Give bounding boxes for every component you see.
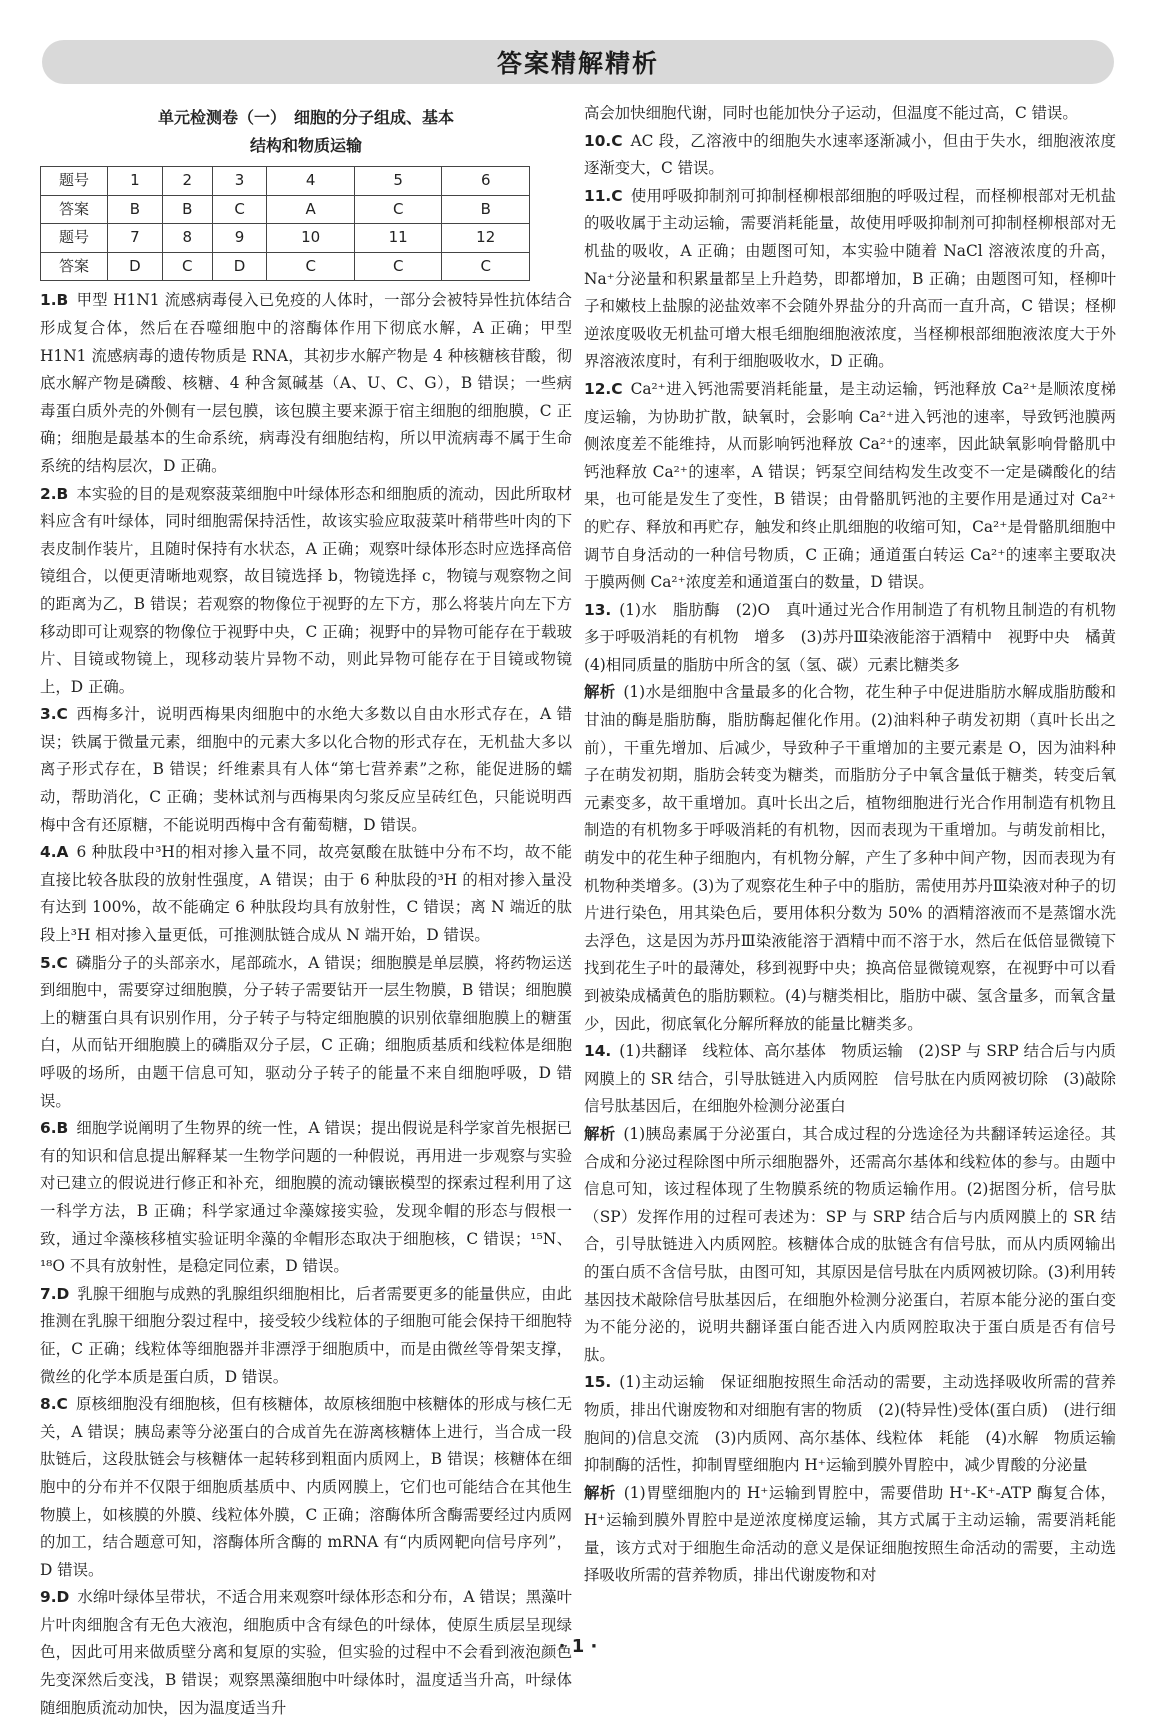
answer-text: 原核细胞没有细胞核，但有核糖体，故原核细胞中核糖体的形成与核仁无关，A 错误；胰岛素等分泌蛋白的合成首先在游离核糖体上进行，当合成一段肽链后，这段肽链会与核糖体一起转移到粗面内质网上，B 错误；核糖体在细胞中的分布并不仅限于细胞质基质中、内质网膜上，它们也可能结合在其他生物膜上，如核膜的外膜、线粒体外膜，C 正确；溶酶体所含酶需要经过内质网的加工，结合题意可知，溶酶体所含酶的 mRNA 有“内质网靶向信号序列”，D 错误。 [40, 1395, 572, 1579]
answer-number: 解析 [584, 1483, 616, 1502]
table-cell: 答案 [41, 252, 108, 281]
answer-item [584, 376, 1116, 597]
page-number: · 1 · [558, 1636, 598, 1657]
answer-item [584, 679, 1116, 1038]
table-cell: 12 [442, 224, 530, 253]
right-answer-list [584, 100, 1132, 1590]
table-row [41, 224, 530, 253]
answer-item [40, 287, 572, 480]
table-row [41, 167, 530, 196]
answer-number: 1.B [40, 291, 69, 310]
answer-item [40, 481, 572, 702]
answer-text: (1)共翻译 线粒体、高尔基体 物质运输 (2)SP 与 SRP 结合后与内质网膜上的 SR 结合，引导肽链进入内质网腔 信号肽在内质网被切除 (3)敲除信号肽基因后，在细胞外检测分泌蛋白 [584, 1042, 1116, 1116]
answer-number: 解析 [584, 683, 616, 702]
header-banner [42, 40, 1114, 84]
table-cell: 1 [108, 167, 163, 196]
section-title-line1: 单元检测卷（一） 细胞的分子组成、基本 [157, 108, 454, 127]
right-column [584, 100, 1132, 1590]
answer-table [40, 166, 530, 281]
table-cell: C [212, 195, 267, 224]
answer-text: 水绵叶绿体呈带状，不适合用来观察叶绿体形态和分布，A 错误；黑藻叶片叶肉细胞含有无色大液泡，细胞质中含有绿色的叶绿体，使原生质层呈现绿色，因此可用来做质壁分离和复原的实验，但实验的过程中不会看到液泡颜色先变深然后变浅，B 错误；观察黑藻细胞中叶绿体时，温度适当升高，叶绿体随细胞质流动加快，因为温度适当升 [40, 1588, 572, 1717]
table-cell: 题号 [41, 224, 108, 253]
table-cell: 4 [267, 167, 355, 196]
table-cell: D [212, 252, 267, 281]
table-cell: 6 [442, 167, 530, 196]
table-cell: 答案 [41, 195, 108, 224]
table-cell: C [354, 195, 442, 224]
answer-number: 6.B [40, 1119, 69, 1138]
answer-item [40, 1115, 572, 1281]
table-cell: 10 [267, 224, 355, 253]
table-cell: B [442, 195, 530, 224]
answer-item [40, 839, 572, 949]
answer-item [584, 1369, 1132, 1479]
left-answer-list [40, 287, 572, 1722]
answer-number: 9.D [40, 1588, 70, 1607]
section-title-line2: 结构和物质运输 [249, 136, 362, 155]
answer-item [584, 183, 1116, 376]
answer-number: 12.C [584, 379, 623, 398]
table-cell: 9 [212, 224, 267, 253]
answer-number: 11.C [584, 186, 623, 205]
banner-title: 答案精解精析 [496, 49, 659, 78]
answer-item [584, 1480, 1116, 1590]
answer-text: 甲型 H1N1 流感病毒侵入已免疫的人体时，一部分会被特异性抗体结合形成复合体，然后在吞噬细胞中的溶酶体作用下彻底水解，A 正确；甲型 H1N1 流感病毒的遗传物质是 RNA，其初步水解产物是 4 种核糖核苷酸，彻底水解产物是磷酸、核糖、4 种含氮碱基（A、U、C、G），B 错误；一些病毒蛋白质外壳的外侧有一层包膜，该包膜主要来源于宿主细胞的细胞膜，C 正确；细胞是最基本的生命系统，病毒没有细胞结构，所以甲流病毒不属于生命系统的结构层次，D 正确。 [40, 291, 572, 475]
answer-number: 解析 [584, 1124, 616, 1143]
answer-text: (1)胃壁细胞内的 H⁺运输到胃腔中，需要借助 H⁺-K⁺-ATP 酶复合体，H⁺运输到膜外胃腔中是逆浓度梯度运输，其方式属于主动运输，需要消耗能量，该方式对于细胞生命活动的意义是保证细胞按照生命活动的需要，主动选择吸收所需的营养物质，排出代谢废物和对 [584, 1483, 1116, 1585]
table-cell: 8 [162, 224, 212, 253]
answer-item [584, 597, 1132, 680]
answer-text: 高会加快细胞代谢，同时也能加快分子运动，但温度不能过高，C 错误。 [584, 104, 1078, 122]
table-cell: D [108, 252, 163, 281]
answer-text: 本实验的目的是观察菠菜细胞中叶绿体形态和细胞质的流动，因此所取材料应含有叶绿体，同时细胞需保持活性，故该实验应取菠菜叶稍带些叶肉的下表皮制作装片，且随时保持有水状态，A 正确；观察叶绿体形态时应选择高倍镜组合，以便更清晰地观察，故目镜选择 b，物镜选择 c，物镜与观察物之间的距离为乙，B 错误；若观察的物像位于视野的左下方，那么将装片向左下方移动即可让观察的物像位于视野中央，C 正确；视野中的异物可能存在于载玻片、目镜或物镜上，现移动装片异物不动，则此异物可能存在于目镜或物镜上，D 正确。 [40, 484, 572, 696]
table-cell: C [267, 252, 355, 281]
answer-number: 10.C [584, 131, 623, 150]
answer-number: 3.C [40, 705, 68, 724]
table-cell: C [162, 252, 212, 281]
answer-text: 乳腺干细胞与成熟的乳腺组织细胞相比，后者需要更多的能量供应，由此推测在乳腺干细胞分裂过程中，接受较少线粒体的子细胞可能会保持干细胞特征，C 正确；线粒体等细胞器并非漂浮于细胞质中，而是由微丝等骨架支撑，微丝的化学本质是蛋白质，D 错误。 [40, 1284, 572, 1386]
answer-number: 8.C [40, 1395, 68, 1414]
answer-text: 使用呼吸抑制剂可抑制柽柳根部细胞的呼吸过程，而柽柳根部对无机盐的吸收属于主动运输，需要消耗能量，故使用呼吸抑制剂可抑制柽柳根部对无机盐的吸收，A 正确；由题图可知，本实验中随着 NaCl 溶液浓度的升高，Na⁺分泌量和积累量都呈上升趋势，即都增加，B 正确；由题图可知，柽柳叶子和嫩枝上盐腺的泌盐效率不会随外界盐分的升高而一直升高，C 错误；柽柳逆浓度吸收无机盐可增大根毛细胞细胞液浓度，当柽柳根部细胞液浓度大于外界溶液浓度时，有利于细胞吸收水，D 正确。 [584, 186, 1116, 371]
answer-number: 4.A [40, 843, 69, 862]
answer-item [584, 100, 1116, 128]
table-cell: A [267, 195, 355, 224]
table-cell: 5 [354, 167, 442, 196]
answer-text: 细胞学说阐明了生物界的统一性，A 错误；提出假说是科学家首先根据已有的知识和信息提出解释某一生物学问题的一种假说，再用进一步观察与实验对已建立的假说进行修正和补充，细胞膜的流动镶嵌模型的探索过程利用了这一科学方法，B 正确；科学家通过伞藻嫁接实验，发现伞帽的形态与假根一致，通过伞藻核移植实验证明伞藻的伞帽形态取决于细胞核，C 错误；¹⁵N、¹⁸O 不具有放射性，是稳定同位素，D 错误。 [40, 1119, 572, 1276]
answer-text: (1)胰岛素属于分泌蛋白，其合成过程的分选途径为共翻译转运途径。其合成和分泌过程除图中所示细胞器外，还需高尔基体和线粒体的参与。由题中信息可知，该过程体现了生物膜系统的物质运输作用。(2)据图分析，信号肽（SP）发挥作用的过程可表述为：SP 与 SRP 结合后与内质网膜上的 SR 结合，引导肽链进入内质网腔。核糖体合成的肽链含有信号肽，而从内质网输出的蛋白质不含信号肽，由图可知，其原因是信号肽在内质网被切除。(3)利用转基因技术敲除信号肽基因后，在细胞外检测分泌蛋白，若原本能分泌的蛋白变为不能分泌的，说明共翻译蛋白能否进入内质网腔取决于蛋白质是否有信号肽。 [584, 1124, 1116, 1364]
answer-text: 6 种肽段中³H的相对掺入量不同，故亮氨酸在肽链中分布不均，故不能直接比较各肽段的放射性强度，A 错误；由于 6 种肽段的³H 的相对掺入量没有达到 100%，故不能确定 6 种肽段均具有放射性，C 错误；离 N 端近的肽段上³H 相对掺入量更低，可推测肽链合成从 N 端开始，D 错误。 [40, 843, 572, 945]
answer-item [584, 128, 1116, 183]
table-cell: C [354, 252, 442, 281]
answer-text: 磷脂分子的头部亲水，尾部疏水，A 错误；细胞膜是单层膜，将药物运送到细胞中，需要穿过细胞膜，分子转子需要钻开一层生物膜，B 错误；细胞膜上的糖蛋白具有识别作用，分子转子与特定细胞膜的识别依靠细胞膜上的糖蛋白，从而钻开细胞膜上的磷脂双分子层，C 正确；细胞质基质和线粒体是细胞呼吸的场所，由题干信息可知，驱动分子转子的能量不来自细胞呼吸，D 错误。 [40, 953, 572, 1110]
table-cell: 题号 [41, 167, 108, 196]
answer-item [584, 1121, 1116, 1369]
answer-number: 5.C [40, 953, 68, 972]
table-cell: B [108, 195, 163, 224]
answer-item [40, 1281, 572, 1391]
answer-text: 西梅多汁，说明西梅果肉细胞中的水绝大多数以自由水形式存在，A 错误；铁属于微量元素，细胞中的元素大多以化合物的形式存在，无机盐大多以离子形式存在，B 错误；纤维素具有人体“第七营养素”之称，能促进肠的蠕动，帮助消化，C 正确；斐林试剂与西梅果肉匀浆反应呈砖红色，只能说明西梅中含有还原糖，不能说明西梅中含有葡萄糖，D 错误。 [40, 705, 572, 834]
section-title [40, 104, 572, 160]
answer-text: AC 段，乙溶液中的细胞失水速率逐渐减小，但由于失水，细胞液浓度逐渐变大，C 错误。 [584, 131, 1116, 178]
answer-number: 13. [584, 600, 612, 619]
answer-item [584, 1038, 1116, 1121]
table-cell: 2 [162, 167, 212, 196]
answer-item [40, 1391, 572, 1584]
table-cell: 3 [212, 167, 267, 196]
answer-number: 7.D [40, 1284, 70, 1303]
table-row [41, 252, 530, 281]
answer-number: 2.B [40, 484, 69, 503]
left-column [40, 100, 572, 1722]
answer-text: Ca²⁺进入钙池需要消耗能量，是主动运输，钙池释放 Ca²⁺是顺浓度梯度运输，为协助扩散，缺氧时，会影响 Ca²⁺进入钙池的速率，导致钙池膜两侧浓度差不能维持，从而影响钙池释放 Ca²⁺的速率，因此缺氧影响骨骼肌中钙池释放 Ca²⁺的速率，A 错误；钙泵空间结构发生改变不一定是磷酸化的结果，也可能是发生了变性，B 错误；由骨骼肌钙池的主要作用是通过对 Ca²⁺的贮存、释放和再贮存，触发和终止肌细胞的收缩可知，Ca²⁺是骨骼肌细胞中调节自身活动的一种信号物质，C 正确；通道蛋白转运 Ca²⁺的速率主要取决于膜两侧 Ca²⁺浓度差和通道蛋白的数量，D 错误。 [584, 379, 1116, 592]
table-row [41, 195, 530, 224]
answer-item [40, 950, 572, 1116]
table-cell: 7 [108, 224, 163, 253]
answer-item [40, 701, 572, 839]
answer-text: (1)水 脂肪酶 (2)O 真叶通过光合作用制造了有机物且制造的有机物多于呼吸消耗的有机物 增多 (3)苏丹Ⅲ染液能溶于酒精中 视野中央 橘黄 (4)相同质量的脂肪中所含的氢（氢、碳）元素比糖类多 [584, 600, 1132, 674]
table-cell: C [442, 252, 530, 281]
answer-text: (1)主动运输 保证细胞按照生命活动的需要，主动选择吸收所需的营养物质，排出代谢废物和对细胞有害的物质 (2)(特异性)受体(蛋白质) (进行细胞间的)信息交流 (3)内质网、高尔基体、线粒体 耗能 (4)水解 物质运输 抑制酶的活性，抑制胃壁细胞内 H⁺运输到膜外胃腔中，减少胃酸的分泌量 [584, 1373, 1132, 1475]
answer-number: 14. [584, 1042, 612, 1061]
answer-text: (1)水是细胞中含量最多的化合物，花生种子中促进脂肪水解成脂肪酸和甘油的酶是脂肪酶，脂肪酶起催化作用。(2)油料种子萌发初期（真叶长出之前），干重先增加、后减少，导致种子干重增加的主要元素是 O，因为油料种子在萌发初期，脂肪会转变为糖类，而脂肪分子中氧含量低于糖类，转变后氧元素变多，故干重增加。真叶长出之后，植物细胞进行光合作用制造有机物且制造的有机物多于呼吸消耗的有机物，因而表现为干重增加。与萌发前相比，萌发中的花生种子细胞内，有机物分解，产生了多种中间产物，因而表现为有机物种类增多。(3)为了观察花生种子中的脂肪，需使用苏丹Ⅲ染液对种子的切片进行染色，用其染色后，要用体积分数为 50% 的酒精溶液而不是蒸馏水洗去浮色，这是因为苏丹Ⅲ染液能溶于酒精中而不溶于水，然后在低倍显微镜下找到花生子叶的最薄处，移到视野中央；换高倍显微镜观察，在视野中可以看到被染成橘黄色的脂肪颗粒。(4)与糖类相比，脂肪中碳、氢含量多，而氧含量少，因此，彻底氧化分解所释放的能量比糖类多。 [584, 683, 1116, 1033]
answer-number: 15. [584, 1373, 612, 1392]
table-cell: B [162, 195, 212, 224]
table-cell: 11 [354, 224, 442, 253]
